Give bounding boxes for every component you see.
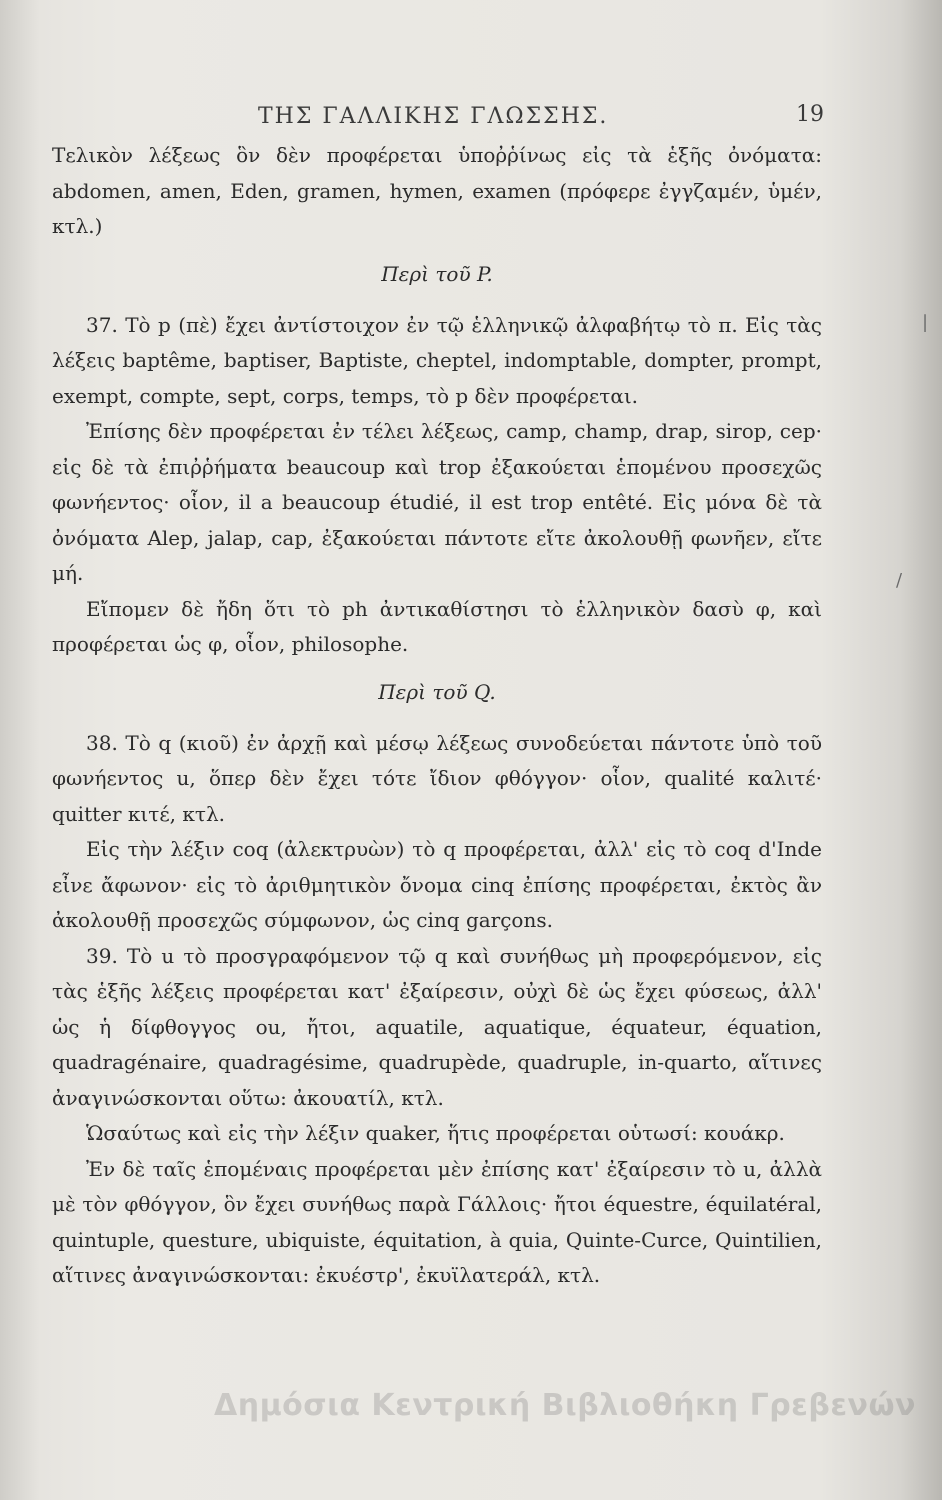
paragraph-equestre: Ἐν δὲ ταῖς ἑπομέναις προφέρεται μὲν ἐπίσης κατ' ἐξαίρεσιν τὸ u, ἀλλὰ μὲ τὸν φθόγγον, ὃν ἔχει συνήθως παρὰ Γάλλοις· ἤτοι équestre, équilatéral, quintuple, questure, ubiquiste, équitation, à quia, Quinte-Curce, Quintilien, αἵτινες ἀναγινώσκονται: ἐκυέστρ', ἐκυϊλατεράλ, κτλ.: [52, 1156, 822, 1287]
paragraph-39: 39. Τὸ u τὸ προσγραφόμενον τῷ q καὶ συνήθως μὴ προφερόμενον, εἰς τὰς ἑξῆς λέξεις προφέρεται κατ' ἐξαίρεσιν, οὐχὶ δὲ ὡς ἔχει φύσεως, ἀλλ' ὡς ἡ δίφθογγος ou, ἤτοι, aquatile, aquatique, équateur, équation, quadragénaire, quadragésime, quadrupède, quadruple, in-quarto, αἵτινες ἀναγινώσκονται οὕτω: ἀκουατίλ, κτλ.: [52, 943, 822, 1110]
page-content: [52, 98, 822, 1294]
page-number: 19: [796, 102, 824, 127]
paragraph-final-n-exceptions: Τελικὸν λέξεως ὃν δὲν προφέρεται ὑποῤῥίνως εἰς τὰ ἑξῆς ὀνόματα: abdomen, amen, Eden, gramen, hymen, examen (πρόφερε ἐγγζαμέν, ὑμέν, κτλ.): [52, 143, 822, 238]
paragraph-final-p: Ἐπίσης δὲν προφέρεται ἐν τέλει λέξεως, camp, champ, drap, sirop, cep· εἰς δὲ τὰ ἐπιῤῥήματα beaucoup καὶ trop ἐξακούεται ἑπομένου προσεχῶς φωνήεντος· οἷον, il a beaucoup étudié, il est trop entêté. Εἰς μόνα δὲ τὰ ὀνόματα Alep, jalap, cap, ἐξακούεται πάντοτε εἴτε ἀκολουθῇ φωνῆεν, εἴτε μή.: [52, 419, 822, 585]
paragraph-38: 38. Τὸ q (κιοῦ) ἐν ἀρχῇ καὶ μέσῳ λέξεως συνοδεύεται πάντοτε ὑπὸ τοῦ φωνήεντος u, ὅπερ δὲν ἔχει τότε ἴδιον φθόγγον· οἷον, qualité καλιτέ· quitter κιτέ, κτλ.: [52, 730, 822, 826]
paragraph-37: 37. Τὸ p (πὲ) ἔχει ἀντίστοιχον ἐν τῷ ἑλληνικῷ ἀλφαβήτῳ τὸ π. Εἰς τὰς λέξεις baptême, baptiser, Baptiste, cheptel, indomptable, dompter, prompt, exempt, compte, sept, corps, temps, τὸ p δὲν προφέρεται.: [52, 312, 822, 408]
paragraph-coq: Εἰς τὴν λέξιν coq (ἀλεκτρυὼν) τὸ q προφέρεται, ἀλλ' εἰς τὸ coq d'Inde εἶνε ἄφωνον· εἰς τὸ ἀριθμητικὸν ὄνομα cinq ἐπίσης προφέρεται, ἐκτὸς ἂν ἀκολουθῇ προσεχῶς σύμφωνον, ὡς cinq garçons.: [52, 837, 822, 932]
margin-tick-mark: |: [922, 312, 929, 333]
section-heading-q: Περὶ τοῦ Q.: [378, 679, 496, 704]
running-title: ΤΗΣ ΓΑΛΛΙΚΗΣ ΓΛΩΣΣΗΣ.: [258, 104, 609, 129]
library-watermark: Δημόσια Κεντρική Βιβλιοθήκη Γρεβενών: [214, 1388, 916, 1423]
margin-pencil-mark: /: [896, 570, 903, 591]
section-heading-r: Περὶ τοῦ P.: [381, 261, 493, 286]
paragraph-quaker: Ὡσαύτως καὶ εἰς τὴν λέξιν quaker, ἥτις προφέρεται οὑτωσί: κουάκρ.: [86, 1121, 785, 1145]
paragraph-ph: Εἴπομεν δὲ ἤδη ὅτι τὸ ph ἀντικαθίστησι τὸ ἑλληνικὸν δασὺ φ, καὶ προφέρεται ὡς φ, οἷον, philosophe.: [52, 596, 822, 656]
page-header: [52, 98, 822, 138]
